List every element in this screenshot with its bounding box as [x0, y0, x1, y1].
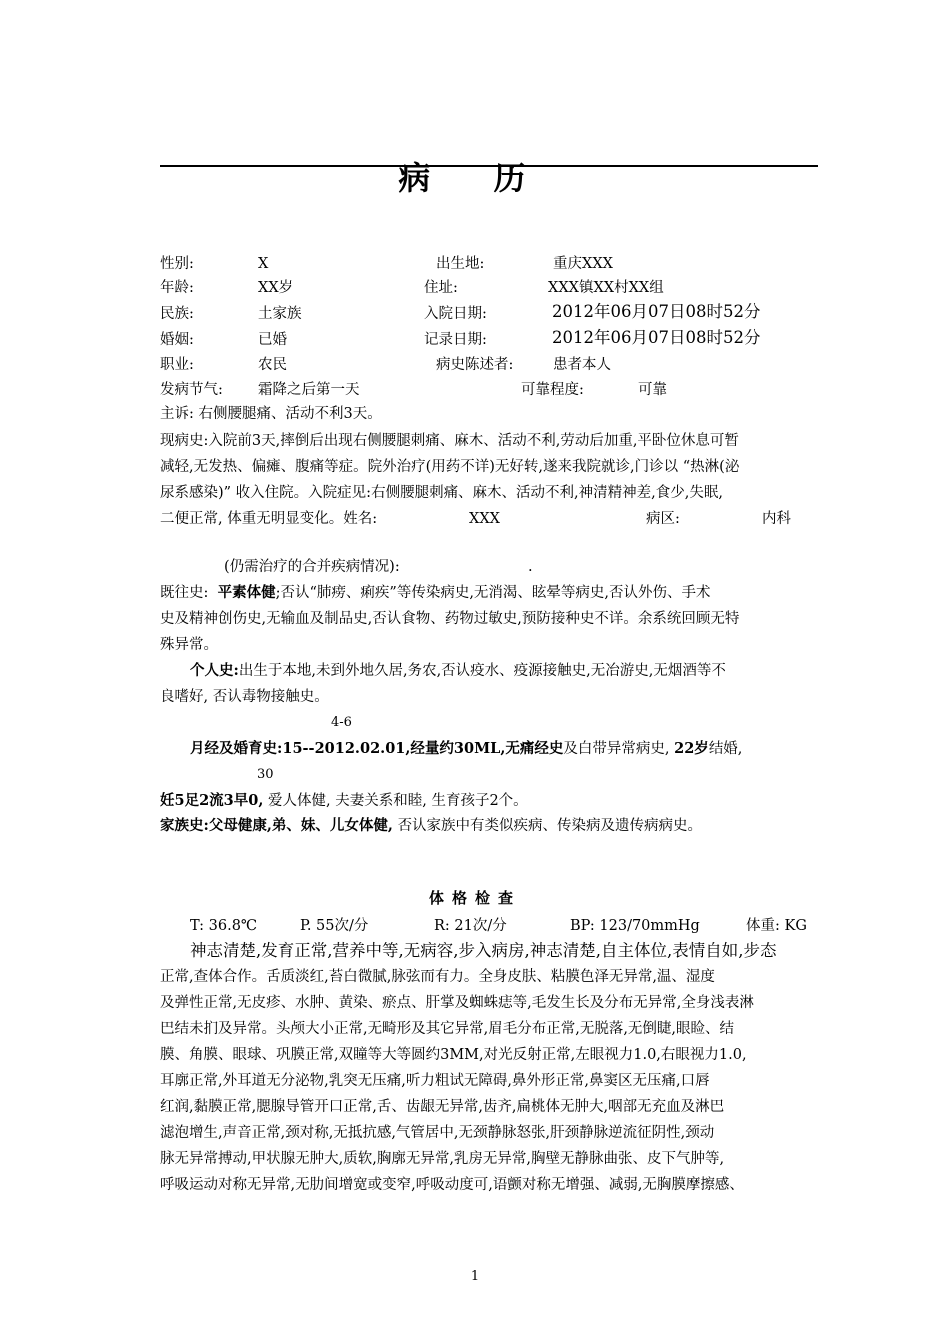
job-value: 农民 — [258, 357, 287, 373]
comorbid-label: (仍需治疗的合并疾病情况): — [224, 559, 400, 575]
present-history-line-4: 二便正常, 体重无明显变化。姓名: — [160, 511, 378, 527]
comorbid-dot: . — [528, 559, 533, 575]
chief-complaint: 主诉: 右侧腰腿痛、活动不利3天。 — [160, 406, 382, 422]
vital-respiration: R: 21次/分 — [434, 918, 507, 934]
gender-label: 性别: — [160, 256, 194, 272]
exam-line-7: 红润,黏膜正常,腮腺导管开口正常,舌、齿龈无异常,齿齐,扁桃体无肿大,咽部无充血及淋巴 — [160, 1099, 725, 1115]
patient-name: XXX — [469, 511, 500, 527]
marriage-value: 已婚 — [258, 332, 287, 348]
marriage-age: 22岁 — [674, 740, 709, 757]
pregnancy-record: 妊5足2流3早0, — [160, 792, 264, 809]
exam-line-10: 呼吸运动对称无异常,无肋间增宽或变窄,呼吸动度可,语颤对称无增强、减弱,无胸膜摩擦感、 — [160, 1177, 744, 1193]
ethnicity-value: 土家族 — [258, 306, 302, 322]
spouse-text: 爱人体健, 夫妻关系和睦, 生育孩子2个。 — [268, 793, 528, 809]
menstrual-history-line-1 — [190, 739, 742, 759]
past-history-line-1 — [160, 583, 711, 603]
present-history-line-3: 尿系感染)” 收入住院。入院症见:右侧腰腿刺痛、麻木、活动不利,神清精神差,食少,失眠, — [160, 485, 723, 501]
age-value: XX岁 — [258, 280, 294, 296]
season-value: 霜降之后第一天 — [258, 382, 360, 398]
past-history-sub-label: 平素体健 — [217, 584, 276, 601]
birthplace-label: 出生地: — [436, 256, 485, 272]
personal-history-line-1 — [190, 661, 726, 681]
personal-history-text: 出生于本地,未到外地久居,务农,否认疫水、疫源接触史,无冶游史,无烟酒等不 — [238, 663, 726, 679]
menstrual-label: 月经及婚育史: — [190, 740, 283, 757]
record-date-value: 2012年06月07日08时52分 — [552, 328, 761, 347]
past-history-label: 既往史: — [160, 585, 209, 601]
personal-history-label: 个人史: — [190, 662, 239, 679]
family-history — [160, 816, 702, 836]
narrator-value: 患者本人 — [553, 357, 611, 373]
exam-line-8: 滤泡增生,声音正常,颈对称,无抵抗感,气管居中,无颈静脉怒张,肝颈静脉逆流征阴性,颈动 — [160, 1125, 715, 1141]
page-title: 病 历 — [398, 159, 552, 197]
exam-line-3: 及弹性正常,无皮疹、水肿、黄染、瘀点、肝掌及蜘蛛痣等,毛发生长及分布无异常,全身浅表淋 — [160, 995, 754, 1011]
admit-date-label: 入院日期: — [424, 306, 487, 322]
ward-label: 病区: — [646, 511, 680, 527]
gender-value: X — [258, 256, 269, 272]
exam-title: 体格检查 — [428, 889, 521, 907]
menstrual-history-line-2 — [160, 791, 528, 811]
narrator-label: 病史陈述者: — [436, 357, 514, 373]
past-history-line-3: 殊异常。 — [160, 637, 218, 653]
past-history-line-2: 史及精神创伤史,无输血及制品史,否认食物、药物过敏史,预防接种史不详。余系统回顾无特 — [160, 611, 740, 627]
exam-line-6: 耳廓正常,外耳道无分泌物,乳突无压痛,听力粗试无障碍,鼻外形正常,鼻窦区无压痛,口唇 — [160, 1073, 710, 1089]
record-date-label: 记录日期: — [424, 332, 487, 348]
marriage-label: 婚姻: — [160, 332, 194, 348]
birthplace-value: 重庆XXX — [553, 256, 613, 272]
job-label: 职业: — [160, 357, 194, 373]
admit-date-value: 2012年06月07日08时52分 — [552, 302, 761, 321]
exam-line-9: 脉无异常搏动,甲状腺无肿大,质软,胸廓无异常,乳房无异常,胸壁无静脉曲张、皮下气肿等, — [160, 1151, 725, 1167]
address-label: 住址: — [424, 280, 458, 296]
exam-line-5: 膜、角膜、眼球、巩膜正常,双瞳等大等圆约3MM,对光反射正常,左眼视力1.0,右眼视力1.0, — [160, 1047, 747, 1063]
age-label: 年龄: — [160, 280, 194, 296]
exam-line-2: 正常,查体合作。舌质淡红,苔白微腻,脉弦而有力。全身皮肤、粘膜色泽无异常,温、湿度 — [160, 969, 715, 985]
vital-temperature: T: 36.8℃ — [190, 918, 258, 934]
reliability-label: 可靠程度: — [521, 382, 584, 398]
menstrual-plain-text: 及白带异常病史, — [563, 741, 670, 757]
menstrual-bold-text: 15--2012.02.01,经量约30ML,无痛经史 — [282, 740, 564, 757]
past-history-text: ;否认“肺痨、痢疾”等传染病史,无消渴、眩晕等病史,否认外伤、手术 — [275, 585, 711, 601]
exam-line-1: 神志清楚,发育正常,营养中等,无病容,步入病房,神志清楚,自主体位,表情自如,步态 — [190, 941, 777, 960]
ward-value: 内科 — [762, 511, 791, 527]
menstrual-period-days: 4-6 — [331, 715, 352, 730]
reliability-value: 可靠 — [638, 382, 667, 398]
address-value: XXX镇XX村XX组 — [548, 280, 664, 296]
family-history-bold: 家族史:父母健康,弟、妹、儿女体健, — [160, 817, 393, 834]
personal-history-line-2: 良嗜好, 否认毒物接触史。 — [160, 689, 329, 705]
season-label: 发病节气: — [160, 382, 223, 398]
page-number: 1 — [470, 1269, 480, 1284]
menstrual-cycle-days: 30 — [257, 767, 274, 782]
present-history-line-2: 减轻,无发热、偏瘫、腹痛等症。院外治疗(用药不详)无好转,遂来我院就诊,门诊以 “热淋(泌 — [160, 459, 740, 475]
present-history-line-1: 现病史:入院前3天,摔倒后出现右侧腰腿刺痛、麻木、活动不利,劳动后加重,平卧位休息可暂 — [160, 433, 739, 449]
vital-pulse: P. 55次/分 — [300, 918, 369, 934]
vital-weight: 体重: KG — [746, 918, 807, 934]
ethnicity-label: 民族: — [160, 306, 194, 322]
family-history-text: 否认家族中有类似疾病、传染病及遗传病病史。 — [397, 818, 703, 834]
exam-line-4: 巴结未扪及异常。头颅大小正常,无畸形及其它异常,眉毛分布正常,无脱落,无倒睫,眼睑、结 — [160, 1021, 735, 1037]
marriage-text: 结婚, — [708, 741, 743, 757]
vital-blood-pressure: BP: 123/70mmHg — [570, 918, 700, 934]
